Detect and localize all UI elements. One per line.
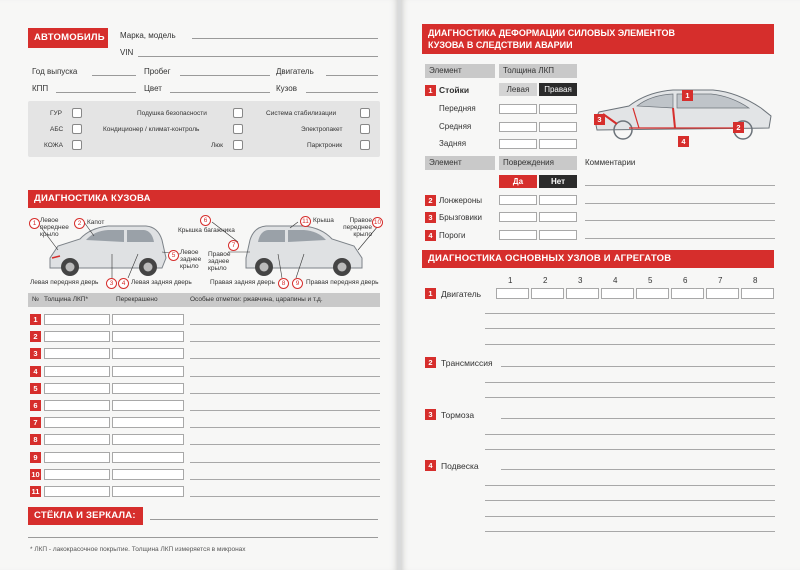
label-left-front-door: Левая передняя дверь bbox=[30, 279, 99, 286]
engine-compression-cell[interactable] bbox=[706, 288, 739, 299]
car-section-header: АВТОМОБИЛЬ bbox=[28, 28, 108, 48]
gearbox-field[interactable] bbox=[56, 92, 136, 93]
num-4-sills: 4 bbox=[425, 230, 436, 241]
label-left-rear-door: Левая задняя дверь bbox=[131, 279, 192, 286]
body-row-thickness-cell[interactable] bbox=[44, 469, 110, 480]
middle-pillar-left[interactable] bbox=[499, 122, 537, 132]
option-power-pack-checkbox[interactable] bbox=[360, 124, 370, 134]
unit-notes-line-brakes[interactable] bbox=[485, 434, 775, 435]
body-row-thickness-cell[interactable] bbox=[44, 434, 110, 445]
damage-bar: Повреждения bbox=[499, 156, 577, 170]
body-diagnostics-header: ДИАГНОСТИКА КУЗОВА bbox=[28, 190, 380, 208]
body-row-repainted-cell[interactable] bbox=[112, 383, 184, 394]
num-1-pillars: 1 bbox=[425, 85, 436, 96]
unit-notes-line-brakes[interactable] bbox=[485, 449, 775, 450]
unit-number-engine: 1 bbox=[425, 288, 436, 299]
deformation-header bbox=[422, 24, 774, 54]
unit-notes-line-transmission[interactable] bbox=[485, 382, 775, 383]
mudguards-no[interactable] bbox=[539, 212, 577, 222]
marker-9: 9 bbox=[292, 278, 303, 289]
label-right-rear-fender: Правое заднее крыло bbox=[208, 251, 231, 272]
option-parktronic-checkbox[interactable] bbox=[360, 140, 370, 150]
glass-field-1[interactable] bbox=[150, 519, 378, 520]
body-row-number: 1 bbox=[30, 314, 41, 325]
marker-4: 4 bbox=[118, 278, 129, 289]
label-left-rear-fender: Левое заднее крыло bbox=[180, 249, 202, 270]
vin-label: VIN bbox=[120, 48, 134, 57]
color-field[interactable] bbox=[170, 92, 270, 93]
body-row-repainted-cell[interactable] bbox=[112, 417, 184, 428]
option-leather-label: КОЖА bbox=[44, 142, 63, 149]
option-stability-checkbox[interactable] bbox=[360, 108, 370, 118]
label-left-front-fender: Левое переднее крыло bbox=[40, 217, 69, 238]
option-climate-checkbox[interactable] bbox=[233, 124, 243, 134]
unit-notes-line-engine[interactable] bbox=[485, 344, 775, 345]
rear-pillar-left[interactable] bbox=[499, 139, 537, 149]
mudguards-comment[interactable] bbox=[585, 220, 775, 221]
unit-notes-line-suspension[interactable] bbox=[485, 485, 775, 486]
deformation-header-line2: КУЗОВА В СЛЕДСТВИИ АВАРИИ bbox=[428, 40, 573, 50]
body-row-thickness-cell[interactable] bbox=[44, 366, 110, 377]
yes-tab[interactable]: Да bbox=[499, 175, 537, 188]
engine-label: Двигатель bbox=[276, 67, 314, 76]
option-abs-checkbox[interactable] bbox=[72, 124, 82, 134]
unit-line-suspension[interactable] bbox=[501, 469, 775, 470]
body-row-repainted-cell[interactable] bbox=[112, 314, 184, 325]
marker-7: 7 bbox=[228, 240, 239, 251]
glass-field-2[interactable] bbox=[28, 537, 378, 538]
unit-number-suspension: 4 bbox=[425, 460, 436, 471]
body-row-notes-line[interactable] bbox=[190, 479, 380, 480]
engine-compression-cell[interactable] bbox=[741, 288, 774, 299]
sills-yes[interactable] bbox=[499, 230, 537, 240]
label-roof: Крыша bbox=[313, 217, 334, 224]
year-label: Год выпуска bbox=[32, 67, 78, 76]
year-field[interactable] bbox=[92, 75, 136, 76]
unit-column-number: 1 bbox=[508, 276, 513, 285]
marker-1: 1 bbox=[29, 218, 40, 229]
body-row-repainted-cell[interactable] bbox=[112, 486, 184, 497]
num-3-mudguards: 3 bbox=[425, 212, 436, 223]
glass-mirrors-header: СТЁКЛА И ЗЕРКАЛА: bbox=[28, 507, 143, 525]
label-right-front-fender: Правое переднее крыло bbox=[343, 217, 372, 238]
element-label-bar: Элемент bbox=[425, 64, 495, 78]
body-row-repainted-cell[interactable] bbox=[112, 400, 184, 411]
marker-2: 2 bbox=[74, 218, 85, 229]
unit-label-engine: Двигатель bbox=[441, 289, 482, 299]
front-pillar-left[interactable] bbox=[499, 104, 537, 114]
body-row-number: 10 bbox=[31, 469, 40, 479]
option-climate-label: Кондиционер / климат-контроль bbox=[103, 126, 200, 133]
marker-3: 3 bbox=[106, 278, 117, 289]
unit-number-transmission: 2 bbox=[425, 357, 436, 368]
mudguards-yes[interactable] bbox=[499, 212, 537, 222]
body-row-number: 11 bbox=[31, 487, 40, 496]
unit-column-number: 6 bbox=[683, 276, 688, 285]
body-row-notes-line[interactable] bbox=[190, 462, 380, 463]
make-model-label: Марка, модель bbox=[120, 31, 176, 40]
unit-line-transmission[interactable] bbox=[501, 366, 775, 367]
comments-label: Комментарии bbox=[585, 158, 636, 167]
element2-label-bar: Элемент bbox=[425, 156, 495, 170]
body-row-notes-line[interactable] bbox=[190, 358, 380, 359]
footnote: * ЛКП - лакокрасочное покрытие. Толщина ЛКП измеряется в микронах bbox=[30, 546, 246, 553]
marker-5: 5 bbox=[168, 250, 179, 261]
spars-comment[interactable] bbox=[585, 203, 775, 204]
sills-label: Пороги bbox=[439, 231, 466, 240]
spars-label: Лонжероны bbox=[439, 196, 482, 205]
sills-no[interactable] bbox=[539, 230, 577, 240]
body-row-number: 3 bbox=[30, 348, 41, 359]
body-row-number: 6 bbox=[30, 400, 41, 411]
option-airbags-label: Подушка безопасности bbox=[137, 110, 207, 117]
body-row-repainted-cell[interactable] bbox=[112, 348, 184, 359]
option-gur-checkbox[interactable] bbox=[72, 108, 82, 118]
label-right-front-door: Правая передняя дверь bbox=[306, 279, 379, 286]
spars-no[interactable] bbox=[539, 195, 577, 205]
body-row-thickness-cell[interactable] bbox=[44, 486, 110, 497]
body-row-notes-line[interactable] bbox=[190, 324, 380, 325]
mudguards-label: Брызговики bbox=[439, 213, 482, 222]
units-diagnostics-header: ДИАГНОСТИКА ОСНОВНЫХ УЗЛОВ И АГРЕГАТОВ bbox=[422, 250, 774, 268]
body-row-notes-line[interactable] bbox=[190, 427, 380, 428]
make-model-field[interactable] bbox=[192, 38, 378, 39]
option-airbags-checkbox[interactable] bbox=[233, 108, 243, 118]
unit-column-number: 4 bbox=[613, 276, 618, 285]
option-sunroof-checkbox[interactable] bbox=[233, 140, 243, 150]
option-gur-label: ГУР bbox=[50, 110, 62, 117]
body-row-thickness-cell[interactable] bbox=[44, 417, 110, 428]
body-row-notes-line[interactable] bbox=[190, 393, 380, 394]
label-trunk-lid: Крышка багажника bbox=[178, 227, 235, 234]
col-notes: Особые отметки: ржавчина, царапины и т.д. bbox=[190, 296, 323, 303]
label-hood: Капот bbox=[87, 219, 105, 226]
body-type-field[interactable] bbox=[306, 92, 378, 93]
body-type-label: Кузов bbox=[276, 84, 297, 93]
right-page bbox=[401, 0, 800, 570]
unit-line-brakes[interactable] bbox=[501, 418, 775, 419]
spars-yes[interactable] bbox=[499, 195, 537, 205]
unit-notes-line-engine[interactable] bbox=[485, 313, 775, 314]
vin-field[interactable] bbox=[138, 56, 378, 57]
marker-8: 8 bbox=[278, 278, 289, 289]
unit-column-number: 7 bbox=[718, 276, 723, 285]
body-row-repainted-cell[interactable] bbox=[112, 434, 184, 445]
front-pillar-label: Передняя bbox=[439, 104, 476, 113]
engine-field[interactable] bbox=[326, 75, 378, 76]
frame-marker-2: 2 bbox=[733, 122, 744, 133]
unit-column-number: 8 bbox=[753, 276, 758, 285]
option-power-pack-label: Электропакет bbox=[301, 126, 343, 133]
unit-column-number: 2 bbox=[543, 276, 548, 285]
col-repainted: Перекрашено bbox=[116, 296, 158, 303]
right-side-tab[interactable]: Правая bbox=[539, 83, 577, 96]
label-right-rear-door: Правая задняя дверь bbox=[210, 279, 275, 286]
body-row-repainted-cell[interactable] bbox=[112, 452, 184, 463]
unit-notes-line-transmission[interactable] bbox=[485, 397, 775, 398]
unit-label-suspension: Подвеска bbox=[441, 461, 479, 471]
unit-label-brakes: Тормоза bbox=[441, 410, 475, 420]
body-row-number: 7 bbox=[30, 417, 41, 428]
color-label: Цвет bbox=[144, 84, 162, 93]
frame-marker-3: 3 bbox=[594, 114, 605, 125]
engine-compression-cell[interactable] bbox=[566, 288, 599, 299]
body-row-number: 9 bbox=[30, 452, 41, 463]
body-row-number: 2 bbox=[30, 331, 41, 342]
unit-column-number: 3 bbox=[578, 276, 583, 285]
body-row-repainted-cell[interactable] bbox=[112, 366, 184, 377]
comment-line-0[interactable] bbox=[585, 185, 775, 186]
mileage-field[interactable] bbox=[180, 75, 270, 76]
unit-notes-line-engine[interactable] bbox=[485, 328, 775, 329]
body-row-repainted-cell[interactable] bbox=[112, 331, 184, 342]
col-thickness: Толщина ЛКП* bbox=[44, 296, 88, 303]
deformation-header-line1: ДИАГНОСТИКА ДЕФОРМАЦИИ СИЛОВЫХ ЭЛЕМЕНТОВ bbox=[428, 28, 675, 38]
marker-6: 6 bbox=[200, 215, 211, 226]
left-side-tab[interactable]: Левая bbox=[499, 83, 537, 96]
body-row-number: 5 bbox=[30, 383, 41, 394]
frame-marker-1: 1 bbox=[682, 90, 693, 101]
option-sunroof-label: Люк bbox=[211, 142, 223, 149]
body-row-thickness-cell[interactable] bbox=[44, 452, 110, 463]
frame-marker-4: 4 bbox=[678, 136, 689, 147]
unit-notes-line-suspension[interactable] bbox=[485, 500, 775, 501]
num-2-spars: 2 bbox=[425, 195, 436, 206]
option-stability-label: Система стабилизации bbox=[266, 110, 337, 117]
body-row-repainted-cell[interactable] bbox=[112, 469, 184, 480]
body-row-thickness-cell[interactable] bbox=[44, 400, 110, 411]
engine-compression-cell[interactable] bbox=[636, 288, 669, 299]
lkp-thickness-bar: Толщина ЛКП bbox=[499, 64, 577, 78]
body-row-number: 4 bbox=[30, 366, 41, 377]
engine-compression-cell[interactable] bbox=[601, 288, 634, 299]
engine-compression-cell[interactable] bbox=[671, 288, 704, 299]
left-page bbox=[0, 0, 398, 570]
body-row-thickness-cell[interactable] bbox=[44, 348, 110, 359]
rear-pillar-label: Задняя bbox=[439, 139, 467, 148]
marker-10: 10 bbox=[373, 219, 382, 226]
marker-11: 11 bbox=[300, 216, 311, 227]
col-no: № bbox=[32, 296, 39, 303]
middle-pillar-label: Средняя bbox=[439, 122, 472, 131]
body-row-notes-line[interactable] bbox=[190, 341, 380, 342]
body-row-number: 8 bbox=[30, 434, 41, 445]
mileage-label: Пробег bbox=[144, 67, 171, 76]
engine-compression-cell[interactable] bbox=[496, 288, 529, 299]
unit-label-transmission: Трансмиссия bbox=[441, 358, 493, 368]
option-abs-label: АБС bbox=[50, 126, 64, 133]
unit-number-brakes: 3 bbox=[425, 409, 436, 420]
body-row-thickness-cell[interactable] bbox=[44, 314, 110, 325]
front-pillar-right[interactable] bbox=[539, 104, 577, 114]
engine-compression-cell[interactable] bbox=[531, 288, 564, 299]
pillars-label: Стойки bbox=[439, 85, 470, 95]
gearbox-label: КПП bbox=[32, 84, 49, 93]
middle-pillar-right[interactable] bbox=[539, 122, 577, 132]
unit-column-number: 5 bbox=[648, 276, 653, 285]
option-parktronic-label: Парктроник bbox=[307, 142, 343, 149]
body-row-notes-line[interactable] bbox=[190, 410, 380, 411]
body-row-notes-line[interactable] bbox=[190, 496, 380, 497]
rear-pillar-right[interactable] bbox=[539, 139, 577, 149]
no-tab[interactable]: Нет bbox=[539, 175, 577, 188]
body-row-notes-line[interactable] bbox=[190, 376, 380, 377]
unit-notes-line-suspension[interactable] bbox=[485, 531, 775, 532]
sills-comment[interactable] bbox=[585, 238, 775, 239]
body-row-thickness-cell[interactable] bbox=[44, 383, 110, 394]
option-leather-checkbox[interactable] bbox=[72, 140, 82, 150]
body-row-thickness-cell[interactable] bbox=[44, 331, 110, 342]
unit-notes-line-suspension[interactable] bbox=[485, 516, 775, 517]
body-row-notes-line[interactable] bbox=[190, 444, 380, 445]
